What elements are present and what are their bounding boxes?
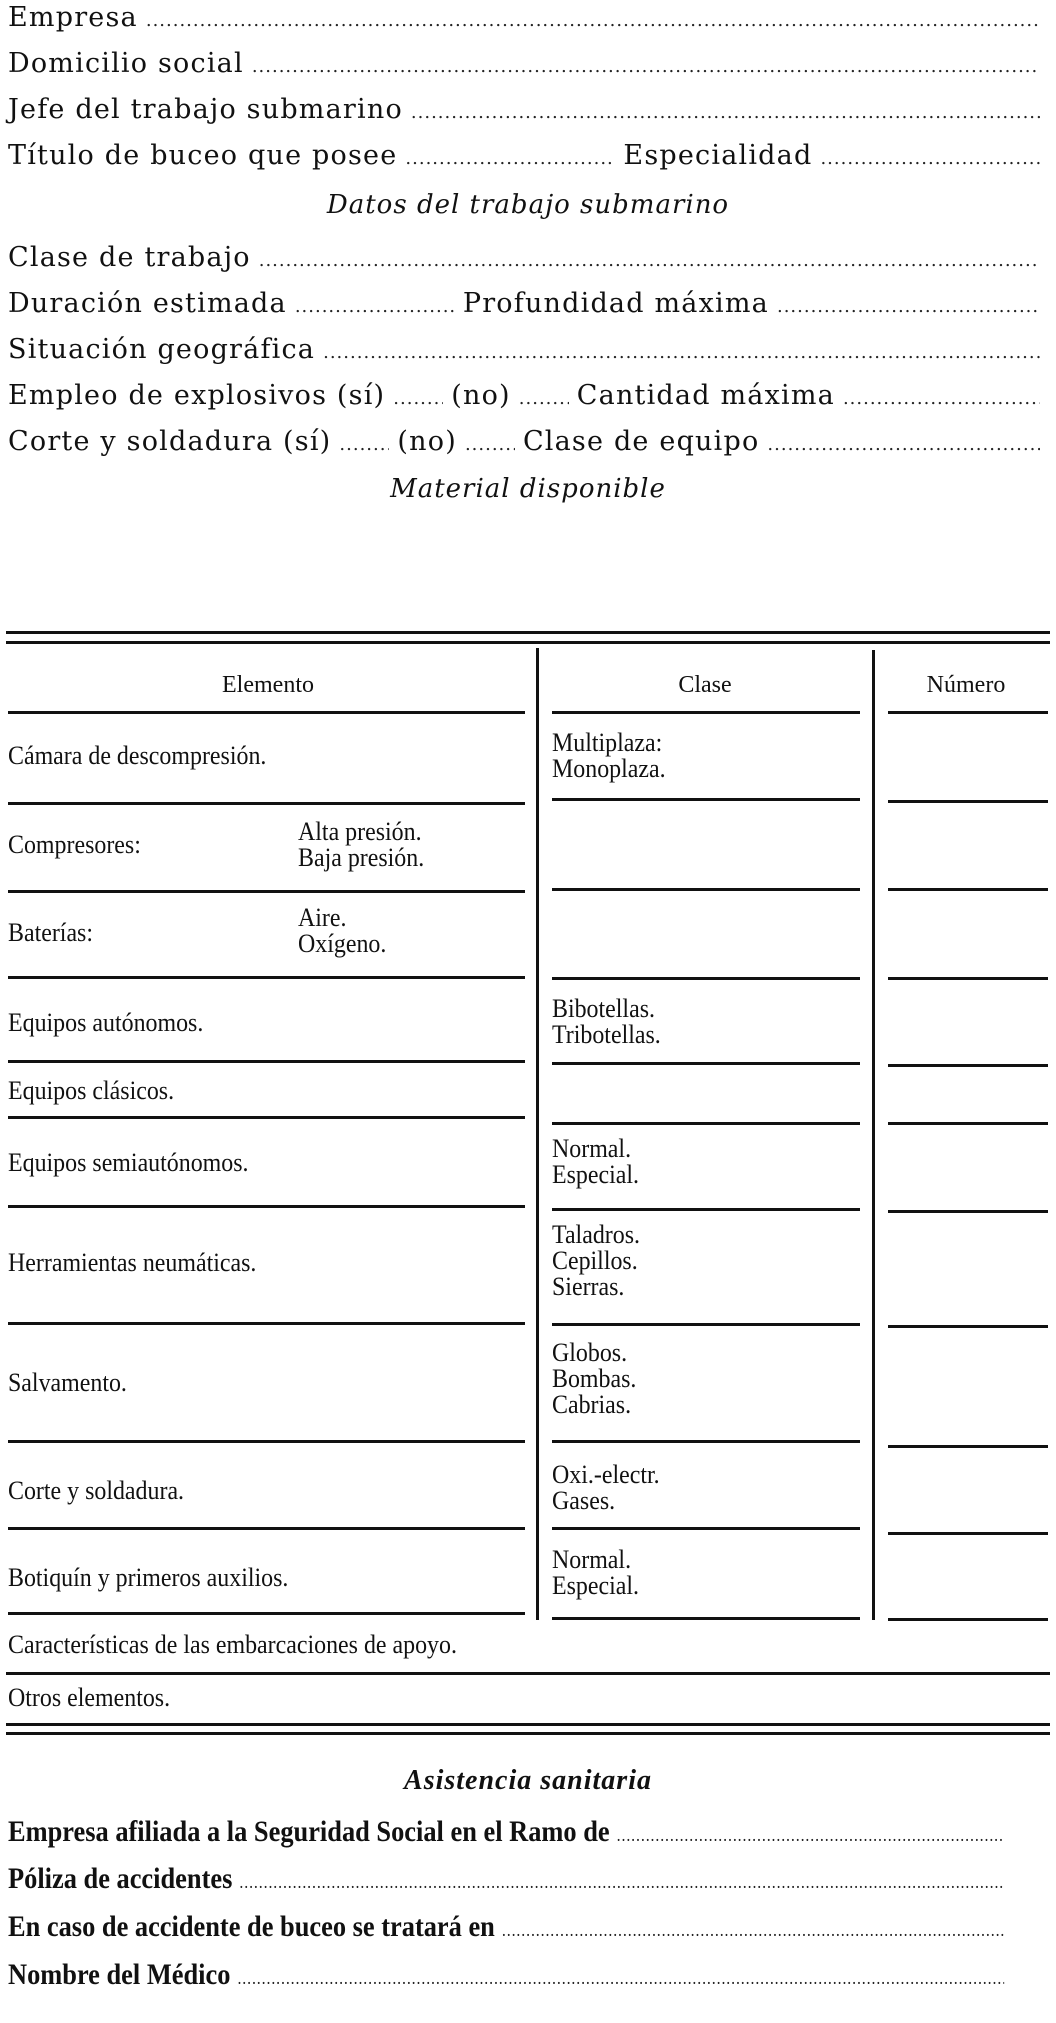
row-rule <box>888 1064 1048 1067</box>
field-label: Empresa <box>8 2 138 33</box>
row-rule <box>552 977 860 980</box>
fill-line[interactable] <box>252 48 1040 79</box>
field-domicilio-social <box>8 48 1048 79</box>
field-label: Corte y soldadura (sí) <box>8 426 332 457</box>
footer-row-embarcaciones: Características de las embarcaciones de apoyo. <box>8 1630 457 1659</box>
fill-line[interactable] <box>146 2 1040 33</box>
fill-line[interactable] <box>767 426 1040 457</box>
row-rule <box>888 1445 1048 1448</box>
field-accidente-tratamiento <box>8 1910 1011 1944</box>
field-seguridad-social <box>8 1815 1011 1849</box>
row-rule <box>888 1532 1048 1535</box>
field-empresa <box>8 2 1048 33</box>
rule <box>6 631 1050 634</box>
row-clase: Especial. <box>552 1160 640 1189</box>
field-label: Nombre del Médico <box>8 1958 231 1991</box>
field-label: Póliza de accidentes <box>8 1862 233 1895</box>
field-poliza <box>8 1862 1011 1896</box>
header-numero: Número <box>926 672 1006 698</box>
row-rule <box>888 1122 1048 1125</box>
row-rule <box>8 1322 525 1325</box>
field-clase-trabajo <box>8 242 1048 273</box>
row-clase: Normal. <box>552 1134 632 1163</box>
header-elemento: Elemento <box>222 672 314 698</box>
fill-line[interactable] <box>239 1862 1004 1896</box>
row-elemento: Baterías: <box>8 918 94 947</box>
fill-line[interactable] <box>339 426 389 457</box>
fill-line[interactable] <box>323 334 1040 365</box>
header-clase: Clase <box>678 672 732 698</box>
row-sub: Aire. <box>298 903 347 932</box>
row-clase: Especial. <box>552 1571 640 1600</box>
row-rule <box>8 1205 525 1208</box>
row-rule <box>888 1325 1048 1328</box>
field-label: Situación geográfica <box>8 334 316 365</box>
row-elemento: Compresores: <box>8 830 141 859</box>
row-rule <box>552 1062 860 1065</box>
row-clase: Cabrias. <box>552 1390 632 1419</box>
rule <box>6 1672 1050 1675</box>
row-rule <box>552 888 860 891</box>
fill-line[interactable] <box>617 1815 1005 1849</box>
row-rule <box>8 1440 525 1443</box>
row-rule <box>8 890 525 893</box>
fill-line[interactable] <box>519 380 569 411</box>
rule <box>6 641 1050 644</box>
row-clase: Globos. <box>552 1338 628 1367</box>
row-rule <box>552 1440 860 1443</box>
row-rule <box>552 1527 860 1530</box>
field-situacion <box>8 334 1048 365</box>
row-rule <box>888 711 1048 714</box>
footer-row-otros: Otros elementos. <box>8 1683 171 1712</box>
field-label: Clase de equipo <box>522 426 760 457</box>
field-label: Especialidad <box>623 140 813 171</box>
field-label: Duración estimada <box>8 288 287 319</box>
field-label: Empleo de explosivos (sí) <box>8 380 386 411</box>
row-sub: Oxígeno. <box>298 929 387 958</box>
fill-line[interactable] <box>237 1958 1004 1992</box>
row-rule <box>552 1617 860 1620</box>
row-rule <box>8 802 525 805</box>
row-rule <box>8 976 525 979</box>
row-clase: Taladros. <box>552 1220 641 1249</box>
field-label: Título de buceo que posee <box>8 140 398 171</box>
row-rule <box>888 888 1048 891</box>
fill-line[interactable] <box>777 288 1040 319</box>
fill-line[interactable] <box>465 426 515 457</box>
field-label: Clase de trabajo <box>8 242 251 273</box>
row-clase: Sierras. <box>552 1272 625 1301</box>
row-clase: Normal. <box>552 1545 632 1574</box>
row-elemento: Equipos clásicos. <box>8 1076 175 1105</box>
row-clase: Cepillos. <box>552 1246 638 1275</box>
field-jefe-trabajo <box>8 94 1048 125</box>
row-rule <box>888 800 1048 803</box>
row-rule <box>8 1116 525 1119</box>
row-clase: Bibotellas. <box>552 994 655 1023</box>
section-title-datos: Datos del trabajo submarino <box>326 190 730 220</box>
row-rule <box>8 1060 525 1063</box>
field-label: (no) <box>451 380 511 411</box>
field-label: Domicilio social <box>8 48 244 79</box>
row-rule <box>888 1210 1048 1213</box>
section-title-material: Material disponible <box>390 474 666 504</box>
row-clase: Tribotellas. <box>552 1020 661 1049</box>
row-rule <box>888 1618 1048 1621</box>
field-label: (no) <box>397 426 457 457</box>
row-elemento: Cámara de descompresión. <box>8 741 267 770</box>
row-clase: Oxi.-electr. <box>552 1460 660 1489</box>
fill-line[interactable] <box>843 380 1040 411</box>
row-rule <box>8 711 525 714</box>
row-rule <box>552 1208 860 1211</box>
field-corte-soldadura <box>8 426 1048 457</box>
field-label: Empresa afiliada a la Seguridad Social en el Ramo de <box>8 1815 610 1848</box>
row-clase: Multiplaza: <box>552 728 663 757</box>
field-label: Jefe del trabajo submarino <box>8 94 403 125</box>
row-clase: Bombas. <box>552 1364 637 1393</box>
rule <box>6 1723 1050 1726</box>
rule <box>6 1732 1050 1735</box>
fill-line[interactable] <box>393 380 443 411</box>
column-divider <box>872 650 875 1620</box>
row-sub: Alta presión. <box>298 817 422 846</box>
field-label: Profundidad máxima <box>462 288 769 319</box>
row-sub: Baja presión. <box>298 843 425 872</box>
fill-line[interactable] <box>295 288 455 319</box>
fill-line[interactable] <box>411 94 1040 125</box>
row-rule <box>888 977 1048 980</box>
row-rule <box>8 1527 525 1530</box>
fill-line[interactable] <box>820 140 1040 171</box>
field-label: Cantidad máxima <box>576 380 835 411</box>
row-rule <box>552 1323 860 1326</box>
field-nombre-medico <box>8 1958 1011 1992</box>
row-rule <box>552 711 860 714</box>
row-clase: Gases. <box>552 1486 616 1515</box>
column-divider <box>536 648 539 1620</box>
field-explosivos <box>8 380 1048 411</box>
row-clase: Monoplaza. <box>552 754 666 783</box>
field-titulo-buceo <box>8 140 1048 171</box>
fill-line[interactable] <box>405 140 615 171</box>
row-elemento: Herramientas neumáticas. <box>8 1248 257 1277</box>
row-elemento: Botiquín y primeros auxilios. <box>8 1563 289 1592</box>
row-elemento: Salvamento. <box>8 1368 127 1397</box>
fill-line[interactable] <box>259 242 1040 273</box>
fill-line[interactable] <box>502 1910 1004 1944</box>
row-rule <box>552 798 860 801</box>
field-duracion <box>8 288 1048 319</box>
field-label: En caso de accidente de buceo se tratará en <box>8 1910 495 1943</box>
section-title-asistencia: Asistencia sanitaria <box>404 1765 652 1796</box>
row-rule <box>552 1122 860 1125</box>
row-elemento: Equipos autónomos. <box>8 1008 204 1037</box>
row-elemento: Corte y soldadura. <box>8 1476 185 1505</box>
row-elemento: Equipos semiautónomos. <box>8 1148 249 1177</box>
row-rule <box>8 1612 525 1615</box>
